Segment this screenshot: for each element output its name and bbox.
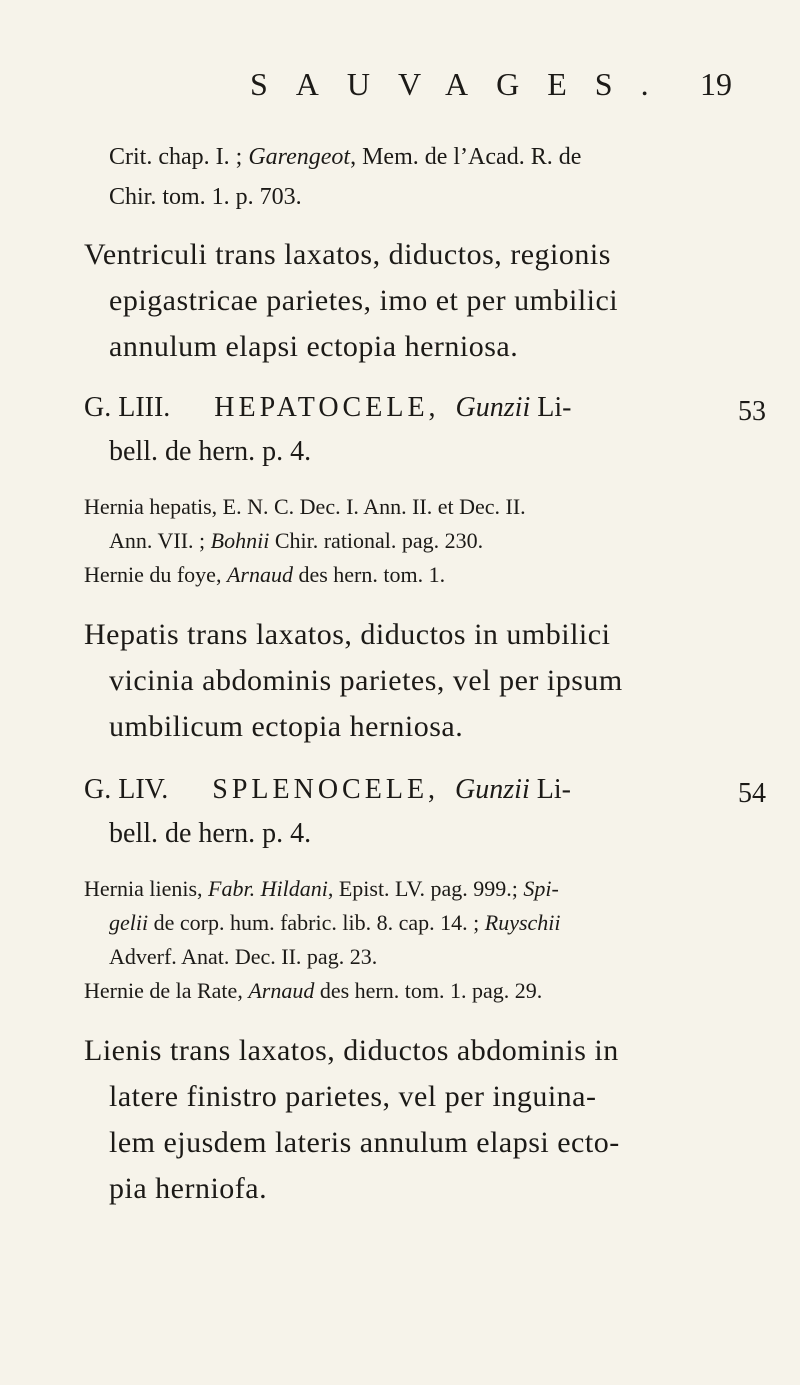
genus-name: HEPATOCELE, bbox=[214, 392, 440, 423]
paragraph-line: lem ejusdem lateris annulum elapsi ecto- bbox=[109, 1126, 620, 1159]
author-name: Arnaud bbox=[226, 562, 293, 587]
reference-line bbox=[109, 528, 483, 554]
text: des hern. tom. 1. bbox=[292, 562, 446, 587]
margin-number: 54 bbox=[738, 778, 766, 809]
genus-heading bbox=[84, 392, 571, 424]
reference-line: Hernia hepatis, E. N. C. Dec. I. Ann. II. et Dec. II. bbox=[84, 494, 526, 519]
genus-number: G. LIII. bbox=[84, 392, 171, 423]
paragraph-line: Ventriculi trans laxatos, diductos, regionis bbox=[84, 238, 611, 271]
text: Chir. rational. pag. 230. bbox=[269, 528, 484, 553]
citation-line: Chir. tom. 1. p. 703. bbox=[109, 184, 302, 210]
author-name: Arnaud bbox=[248, 978, 315, 1003]
text: , Mem. de l’Acad. R. de bbox=[350, 144, 582, 170]
text: Li- bbox=[530, 392, 572, 423]
page-number: 19 bbox=[700, 66, 732, 102]
reference-line bbox=[84, 876, 559, 902]
author-name: Bohnii bbox=[210, 528, 270, 553]
text: de corp. hum. fabric. lib. 8. cap. 14. ; bbox=[148, 910, 485, 935]
genus-heading bbox=[84, 774, 571, 806]
text: Hernie du foye, bbox=[84, 562, 227, 587]
paragraph-line: latere finistro parietes, vel per inguina- bbox=[109, 1080, 597, 1113]
paragraph-line: Hepatis trans laxatos, diductos in umbilici bbox=[84, 618, 611, 651]
author-name: gelii bbox=[109, 910, 149, 935]
citation-line bbox=[109, 144, 581, 171]
reference-line: Adverf. Anat. Dec. II. pag. 23. bbox=[109, 944, 378, 969]
author-name: Gunzii bbox=[455, 392, 531, 423]
paragraph-line: epigastricae parietes, imo et per umbilici bbox=[109, 284, 619, 317]
paragraph-line: vicinia abdominis parietes, vel per ipsum bbox=[109, 664, 623, 697]
reference-line bbox=[84, 562, 445, 588]
text: Ann. VII. ; bbox=[109, 528, 211, 553]
paragraph-line: umbilicum ectopia herniosa. bbox=[109, 710, 464, 743]
margin-number: 53 bbox=[738, 396, 766, 427]
author-name: Ruyschii bbox=[484, 910, 561, 935]
text: des hern. tom. 1. pag. 29. bbox=[314, 978, 543, 1003]
text: Hernia lienis, bbox=[84, 876, 209, 901]
genus-number: G. LIV. bbox=[84, 774, 169, 805]
author-name: Gunzii bbox=[455, 774, 530, 805]
paragraph-line: pia herniofa. bbox=[109, 1172, 268, 1205]
paragraph-line: annulum elapsi ectopia herniosa. bbox=[109, 330, 519, 363]
author-name: Garengeot bbox=[248, 144, 351, 170]
text: Crit. chap. I. ; bbox=[109, 144, 249, 170]
author-name: Fabr. Hildani bbox=[208, 876, 328, 901]
reference-line bbox=[84, 978, 542, 1004]
paragraph-line: Lienis trans laxatos, diductos abdominis in bbox=[84, 1034, 619, 1067]
genus-name: SPLENOCELE, bbox=[212, 774, 440, 805]
text: Hernie de la Rate, bbox=[84, 978, 249, 1003]
text: , Epist. LV. pag. 999.; bbox=[327, 876, 524, 901]
heading-line: bell. de hern. p. 4. bbox=[109, 436, 312, 467]
reference-line bbox=[109, 910, 561, 936]
text: Li- bbox=[529, 774, 571, 805]
heading-line: bell. de hern. p. 4. bbox=[109, 818, 312, 849]
header-title: SAUVAGES. bbox=[250, 66, 677, 102]
author-name: Spi- bbox=[523, 876, 559, 901]
